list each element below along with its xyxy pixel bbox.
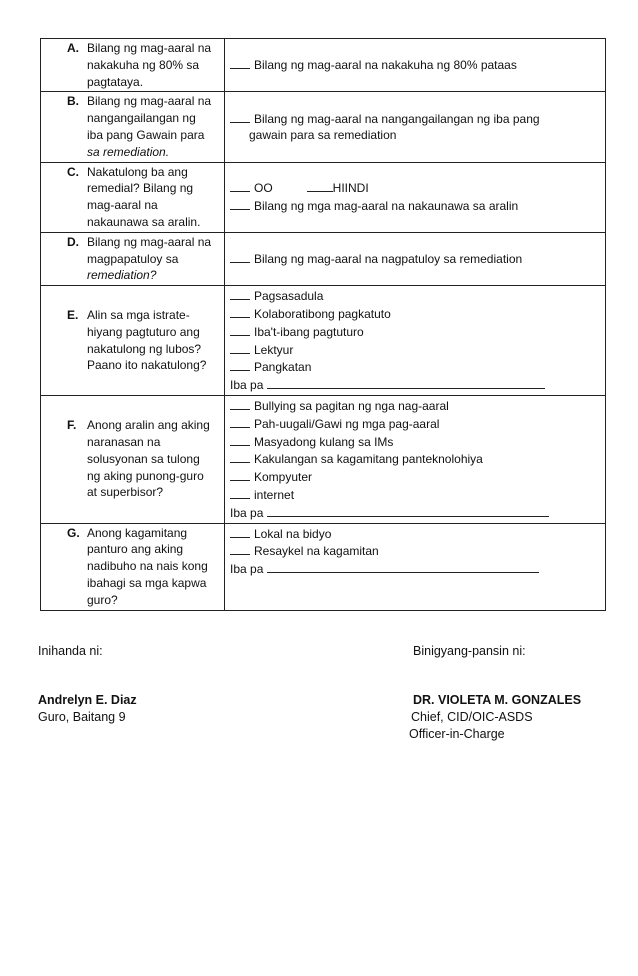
answer-text: Pah-uugali/Gawi ng mga pag-aaral xyxy=(254,416,440,431)
answer-text: Lektyur xyxy=(254,342,294,357)
fill-blank[interactable] xyxy=(230,250,250,263)
answer-text: Iba pa xyxy=(230,378,264,393)
question-line: nakakuha ng 80% sa xyxy=(87,57,200,72)
dll-reflection-table xyxy=(40,38,606,611)
answer-text: Kakulangan sa kagamitang panteknolohiya xyxy=(254,452,483,467)
answer-cell xyxy=(225,39,606,92)
question-line: nakatulong ng lubos? xyxy=(87,341,202,356)
fill-blank[interactable] xyxy=(230,468,250,481)
question-line: Anong kagamitang xyxy=(87,525,188,540)
question-line: Anong aralin ang aking xyxy=(87,418,210,433)
answer-line xyxy=(230,486,601,504)
answer-line xyxy=(230,415,601,433)
prepared-by-name: Andrelyn E. Diaz xyxy=(38,693,137,707)
answer-line xyxy=(230,358,601,376)
prepared-by-label: Inihanda ni: xyxy=(38,644,103,658)
question-cell xyxy=(41,395,225,523)
answer-cell xyxy=(225,232,606,285)
answer-text: Bilang ng mag-aaral na nangangailangan ng iba pang xyxy=(254,111,540,126)
answer-text: Bullying sa pagitan ng nga nag-aaral xyxy=(254,398,449,413)
row-letter: E. xyxy=(67,307,79,322)
fill-blank[interactable] xyxy=(230,525,250,538)
option-oo: OO xyxy=(254,181,273,196)
question-cell xyxy=(41,286,225,396)
question-line: solusyonan sa tulong xyxy=(87,451,200,466)
answer-line xyxy=(230,56,601,74)
question-line: pagtataya. xyxy=(87,74,144,89)
noted-by-name: DR. VIOLETA M. GONZALES xyxy=(413,693,582,707)
fill-blank-long[interactable] xyxy=(267,560,539,573)
fill-blank[interactable] xyxy=(230,110,250,123)
row-letter: G. xyxy=(67,525,80,540)
answer-text: Bilang ng mag-aaral na nakakuha ng 80% pataas xyxy=(254,58,517,73)
fill-blank[interactable] xyxy=(230,415,250,428)
noted-by-title-2: Officer-in-Charge xyxy=(409,727,505,741)
answer-text: Bilang ng mag-aaral na nagpatuloy sa remediation xyxy=(254,252,523,267)
fill-blank[interactable] xyxy=(230,433,250,446)
fill-blank[interactable] xyxy=(230,56,250,69)
fill-blank[interactable] xyxy=(230,358,250,371)
table-row xyxy=(41,286,606,396)
question-cell xyxy=(41,92,225,162)
answer-line xyxy=(230,323,601,341)
question-line: nakaunawa sa aralin. xyxy=(87,214,201,229)
question-line: Nakatulong ba ang xyxy=(87,164,188,179)
answer-line xyxy=(230,468,601,486)
answer-text: Pagsasadula xyxy=(254,289,324,304)
question-line: hiyang pagtuturo ang xyxy=(87,324,200,339)
question-line: nadibuho na nais kong xyxy=(87,559,208,574)
answer-text: Resaykel na kagamitan xyxy=(254,544,379,559)
answer-line xyxy=(230,376,601,394)
question-text xyxy=(87,307,222,374)
fill-blank[interactable] xyxy=(230,179,250,192)
question-text xyxy=(87,93,222,160)
answer-text: Masyadong kulang sa IMs xyxy=(254,434,394,449)
fill-blank[interactable] xyxy=(307,179,333,192)
answer-line xyxy=(230,179,601,197)
fill-blank[interactable] xyxy=(230,450,250,463)
fill-blank[interactable] xyxy=(230,197,250,210)
question-line: magpapatuloy sa xyxy=(87,251,179,266)
answer-line xyxy=(230,397,601,415)
question-cell xyxy=(41,39,225,92)
question-cell xyxy=(41,162,225,232)
question-text xyxy=(87,234,222,284)
answer-line xyxy=(230,287,601,305)
question-line: Bilang ng mag-aaral na xyxy=(87,94,212,109)
answer-text: Bilang ng mga mag-aaral na nakaunawa sa aralin xyxy=(254,199,519,214)
fill-blank[interactable] xyxy=(230,305,250,318)
question-text xyxy=(87,525,222,609)
prepared-by-title: Guro, Baitang 9 xyxy=(38,710,126,724)
answer-line xyxy=(230,525,601,543)
question-line: sa remediation. xyxy=(87,144,170,159)
answer-text: internet xyxy=(254,487,295,502)
question-line: Bilang ng mag-aaral na xyxy=(87,41,212,55)
question-cell xyxy=(41,523,225,610)
question-line: Alin sa mga istrate- xyxy=(87,307,190,322)
answer-cell xyxy=(225,286,606,396)
table-row xyxy=(41,232,606,285)
table-row xyxy=(41,39,606,92)
answer-cell xyxy=(225,162,606,232)
fill-blank-long[interactable] xyxy=(267,376,545,389)
table-row xyxy=(41,162,606,232)
question-line: naranasan na xyxy=(87,435,161,450)
fill-blank[interactable] xyxy=(230,341,250,354)
fill-blank-long[interactable] xyxy=(267,504,549,517)
answer-line xyxy=(230,504,601,522)
question-line: guro? xyxy=(87,592,118,607)
question-line: at superbisor? xyxy=(87,485,164,500)
table-row xyxy=(41,395,606,523)
answer-text: Iba pa xyxy=(230,562,264,577)
answer-text: Iba't-ibang pagtuturo xyxy=(254,324,364,339)
table-row xyxy=(41,92,606,162)
row-letter: A. xyxy=(67,41,79,55)
question-line: nangangailangan ng xyxy=(87,111,196,126)
answer-cell xyxy=(225,92,606,162)
question-line: Bilang ng mag-aaral na xyxy=(87,234,212,249)
question-text xyxy=(87,164,222,231)
question-line: Paano ito nakatulong? xyxy=(87,358,207,373)
fill-blank[interactable] xyxy=(230,397,250,410)
table-row xyxy=(41,523,606,610)
question-text xyxy=(87,40,222,90)
question-line: mag-aaral na xyxy=(87,198,158,213)
noted-by-title: Chief, CID/OIC-ASDS xyxy=(411,710,533,724)
row-letter: F. xyxy=(67,418,77,433)
answer-text: Pangkatan xyxy=(254,360,312,375)
row-letter: D. xyxy=(67,234,79,249)
fill-blank[interactable] xyxy=(230,486,250,499)
answer-line xyxy=(230,542,601,560)
option-hiindi: HIINDI xyxy=(332,181,369,196)
question-text xyxy=(87,417,222,501)
question-line: remediation? xyxy=(87,268,157,283)
question-line: ng aking punong-guro xyxy=(87,468,204,483)
answer-line xyxy=(230,250,601,268)
question-line: remedial? Bilang ng xyxy=(87,181,194,196)
answer-text: Iba pa xyxy=(230,505,264,520)
row-letter: B. xyxy=(67,94,79,109)
question-line: panturo ang aking xyxy=(87,542,184,557)
answer-cell xyxy=(225,395,606,523)
fill-blank[interactable] xyxy=(230,542,250,555)
answer-cell xyxy=(225,523,606,610)
answer-text: gawain para sa remediation xyxy=(249,128,397,143)
answer-line xyxy=(230,305,601,323)
answer-line xyxy=(230,341,601,359)
answer-text: Kolaboratibong pagkatuto xyxy=(254,306,391,321)
answer-line xyxy=(230,197,601,215)
answer-line xyxy=(230,110,601,128)
answer-text: Lokal na bidyo xyxy=(254,526,332,541)
answer-line xyxy=(230,433,601,451)
question-cell xyxy=(41,232,225,285)
answer-line xyxy=(230,450,601,468)
noted-by-label: Binigyang-pansin ni: xyxy=(413,644,526,658)
answer-line xyxy=(230,560,601,578)
question-line: ibahagi sa mga kapwa xyxy=(87,575,207,590)
answer-text: Kompyuter xyxy=(254,470,313,485)
fill-blank[interactable] xyxy=(230,287,250,300)
fill-blank[interactable] xyxy=(230,323,250,336)
question-line: iba pang Gawain para xyxy=(87,127,205,142)
row-letter: C. xyxy=(67,164,79,179)
